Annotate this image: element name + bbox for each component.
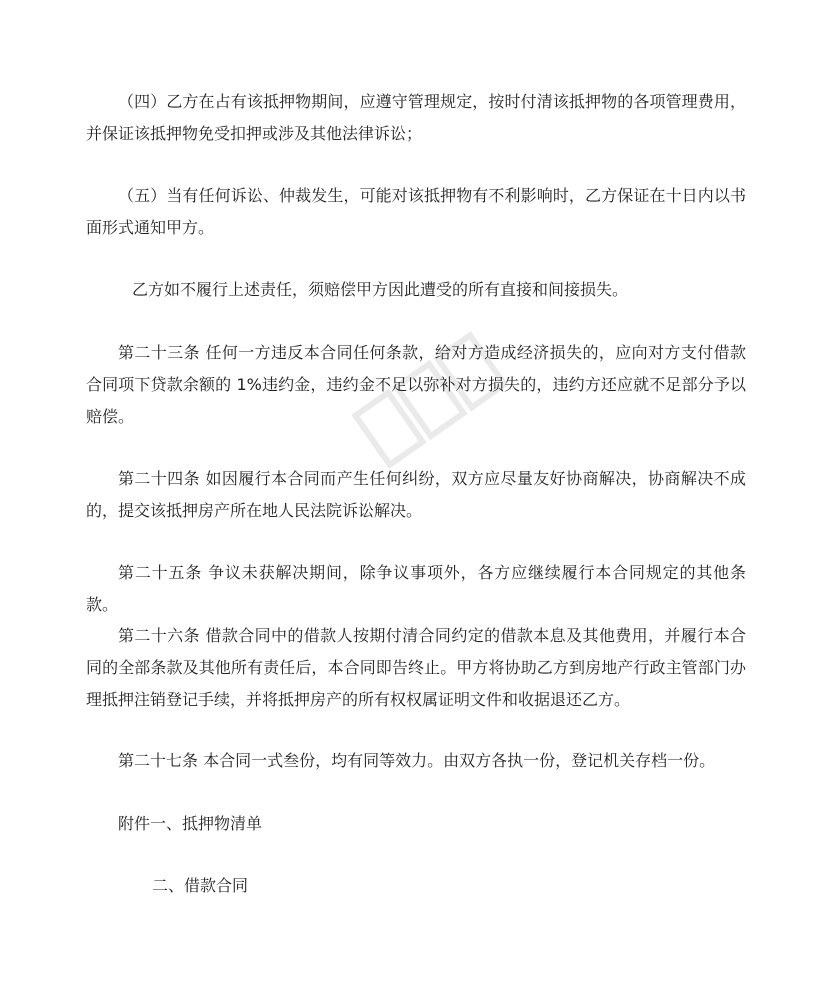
- paragraph-liability: 乙方如不履行上述责任，须赔偿甲方因此遭受的所有直接和间接损失。: [132, 280, 629, 299]
- paragraph-article-27: 第二十七条 本合同一式叁份，均有同等效力。由双方各执一份，登记机关存档一份。: [118, 751, 716, 770]
- paragraph-article-23: 第二十三条 任何一方违反本合同任何条款，给对方造成经济损失的，应向对方支付借款合同项下贷款余额的 1%违约金，违约金不足以弥补对方损失的，违约方还应就不足部分予以赔偿。: [86, 343, 746, 426]
- paragraph-clause-5: （五）当有任何诉讼、仲裁发生，可能对该抵押物有不利影响时，乙方保证在十日内以书面形式通知甲方。: [86, 186, 746, 237]
- paragraph-article-25: 第二十五条 争议未获解决期间，除争议事项外，各方应继续履行本合同规定的其他条款。: [86, 563, 746, 614]
- paragraph-attachment-1: 附件一、抵押物清单: [118, 814, 263, 833]
- paragraph-article-26: 第二十六条 借款合同中的借款人按期付清合同约定的借款本息及其他费用，并履行本合同的全部条款及其他所有责任后，本合同即告终止。甲方将协助乙方到房地产行政主管部门办理抵押注销登记手续，并将抵押房产的所有权权属证明文件和收据退还乙方。: [86, 626, 746, 709]
- paragraph-attachment-2: 二、借款合同: [152, 876, 249, 895]
- paragraph-clause-4: （四）乙方在占有该抵押物期间，应遵守管理规定，按时付清该抵押物的各项管理费用，并保证该抵押物免受扣押或涉及其他法律诉讼；: [86, 92, 746, 143]
- paragraph-article-24: 第二十四条 如因履行本合同而产生任何纠纷，双方应尽量友好协商解决，协商解决不成的，提交该抵押房产所在地人民法院诉讼解决。: [86, 469, 746, 520]
